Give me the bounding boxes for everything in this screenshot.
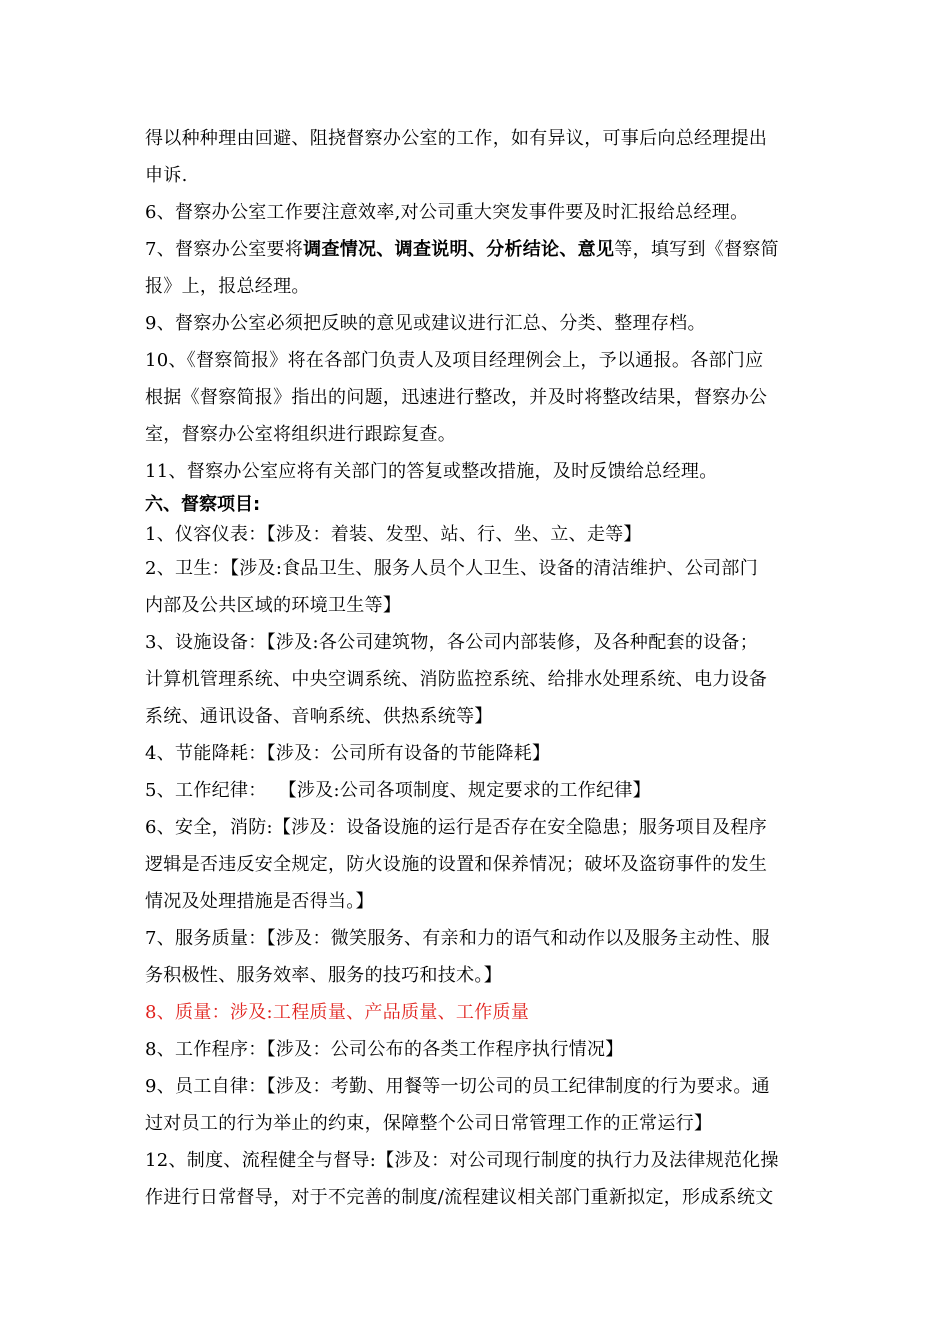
text-line: 7、服务质量：【涉及：微笑服务、有亲和力的语气和动作以及服务主动性、服 (145, 928, 770, 949)
item-7 (145, 920, 813, 994)
text-line: 9、督察办公室必须把反映的意见或建议进行汇总、分类、整理存档。 (145, 313, 706, 334)
paragraph-intro (145, 120, 813, 194)
text-line: 6、安全，消防:【涉及：设备设施的运行是否存在安全隐患；服务项目及程序 (145, 817, 768, 838)
text-line: 3、设施设备：【涉及:各公司建筑物，各公司内部装修，及各种配套的设备； (145, 632, 759, 653)
item-12 (145, 1142, 813, 1216)
text-line: 得以种种理由回避、阻挠督察办公室的工作，如有异议，可事后向总经理提出 (145, 128, 768, 149)
section-heading: 六、督察项目: (145, 494, 261, 515)
text-line: 作进行日常督导，对于不完善的制度/流程建议相关部门重新拟定，形成系统文 (145, 1187, 774, 1208)
text-line: 6、督察办公室工作要注意效率,对公司重大突发事件要及时汇报给总经理。 (145, 202, 749, 223)
text-line: 报》上，报总经理。 (145, 276, 310, 297)
paragraph-7-bold: 调查情况、调查说明、分析结论、意见 (303, 239, 615, 260)
item-8-quality-red (145, 994, 813, 1031)
paragraph-7 (145, 231, 813, 305)
text-line: 4、节能降耗：【涉及：公司所有设备的节能降耗】 (145, 743, 551, 764)
text-line: 室，督察办公室将组织进行跟踪复查。 (145, 424, 457, 445)
text-line: 逻辑是否违反安全规定，防火设施的设置和保养情况；破坏及盗窃事件的发生 (145, 854, 768, 875)
item-3 (145, 624, 813, 735)
text-line: 12、制度、流程健全与督导:【涉及：对公司现行制度的执行力及法律规范化操 (145, 1150, 779, 1171)
paragraph-6 (145, 194, 813, 231)
paragraph-7-prefix: 7、督察办公室要将 (145, 239, 304, 260)
item-5 (145, 772, 813, 809)
text-line: 情况及处理措施是否得当。】 (145, 891, 374, 912)
text-line: 申诉. (145, 165, 188, 186)
text-line: 内部及公共区域的环境卫生等】 (145, 595, 402, 616)
text-line: 根据《督察简报》指出的问题，迅速进行整改，并及时将整改结果，督察办公 (145, 387, 768, 408)
item-1 (145, 520, 813, 550)
text-line: 计算机管理系统、中央空调系统、消防监控系统、给排水处理系统、电力设备 (145, 669, 768, 690)
item-8 (145, 1031, 813, 1068)
text-line: 11、督察办公室应将有关部门的答复或整改措施，及时反馈给总经理。 (145, 461, 718, 482)
text-line: 8、质量：涉及:工程质量、产品质量、工作质量 (145, 1002, 530, 1023)
text-line: 过对员工的行为举止的约束，保障整个公司日常管理工作的正常运行】 (145, 1113, 713, 1134)
text-line: 2、卫生：【涉及:食品卫生、服务人员个人卫生、设备的清洁维护、公司部门 (145, 558, 759, 579)
document-body (145, 120, 813, 1216)
text-line: 1、仪容仪表：【涉及：着装、发型、站、行、坐、立、走等】 (145, 524, 642, 545)
paragraph-11 (145, 453, 813, 490)
text-line: 系统、通讯设备、音响系统、供热系统等】 (145, 706, 493, 727)
text-line: 5、工作纪律： 【涉及:公司各项制度、规定要求的工作纪律】 (145, 780, 651, 801)
paragraph-10 (145, 342, 813, 453)
item-9 (145, 1068, 813, 1142)
item-2 (145, 550, 813, 624)
item-4 (145, 735, 813, 772)
text-line: 务积极性、服务效率、服务的技巧和技术。】 (145, 965, 502, 986)
paragraph-7-suffix: 等，填写到《督察简 (614, 239, 779, 260)
text-line: 10、《督察简报》将在各部门负责人及项目经理例会上，予以通报。各部门应 (145, 350, 764, 371)
item-6 (145, 809, 813, 920)
paragraph-9 (145, 305, 813, 342)
text-line: 9、员工自律：【涉及：考勤、用餐等一切公司的员工纪律制度的行为要求。通 (145, 1076, 770, 1097)
text-line (145, 231, 813, 268)
text-line: 8、工作程序：【涉及：公司公布的各类工作程序执行情况】 (145, 1039, 624, 1060)
